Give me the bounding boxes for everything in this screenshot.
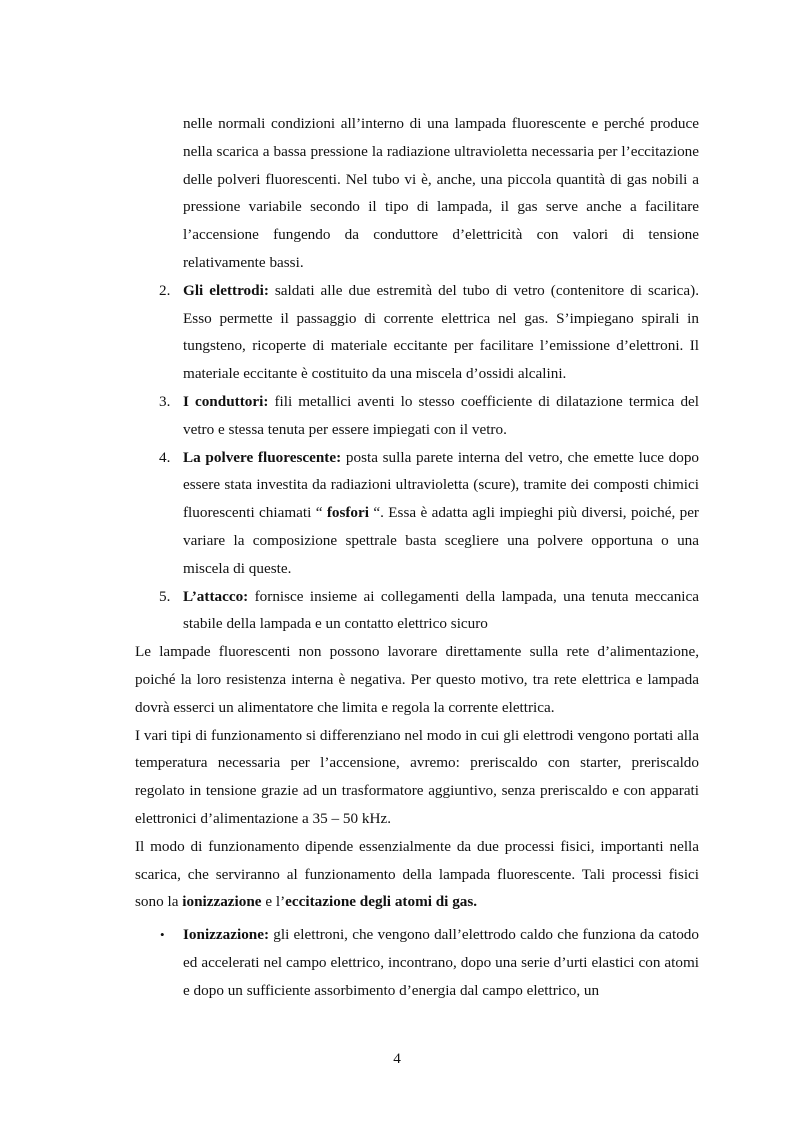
list-number: 3. bbox=[159, 392, 171, 410]
bold-term: ionizzazione bbox=[182, 893, 262, 911]
list-item-conductors bbox=[135, 388, 699, 444]
list-item-continuation: nelle normali condizioni all’interno di una lampada fluorescente e perché produce nella scarica a bassa pressione la radiazione ultravioletta necessaria per l’eccitazione delle polveri fluorescenti. Nel tubo vi è, anche, una piccola quantità di gas nobili a pressione variabile secondo il tipo di lampada, il gas serve anche a facilitare l’accensione fungendo da conduttore d’elettricità con valori di tensione relativamente bassi. bbox=[183, 115, 699, 271]
list-term: Gli elettrodi: bbox=[183, 281, 269, 299]
list-item-electrodes bbox=[135, 277, 699, 388]
bullet-item-ionization bbox=[135, 921, 699, 1004]
paragraph bbox=[135, 833, 699, 916]
list-number: 5. bbox=[159, 587, 171, 605]
list-bold-word: fosfori bbox=[326, 504, 369, 522]
list-text: saldati alle due estremità del tubo di vetro (contenitore di scarica). Esso permette il passaggio di corrente elettrica nel gas. S’impiegano spirali in tungsteno, ricoperte di materiale eccitante per facilitare l’emissione d’elettroni. Il materiale eccitante è costituito da una miscela d’ossidi alcalini. bbox=[183, 281, 699, 383]
bullet-term: Ionizzazione: bbox=[183, 926, 270, 944]
page-body bbox=[135, 110, 699, 1005]
list-item-socket bbox=[135, 583, 699, 639]
list-term: L’attacco: bbox=[183, 587, 249, 605]
paragraph-text: e l’ bbox=[261, 893, 286, 911]
list-text: fili metallici aventi lo stesso coefficiente di dilatazione termica del vetro e stessa tenuta per essere impiegati con il vetro. bbox=[183, 392, 700, 438]
list-text: fornisce insieme ai collegamenti della lampada, una tenuta meccanica stabile della lampada e un contatto elettrico sicuro bbox=[183, 587, 699, 633]
list-term: La polvere fluorescente: bbox=[183, 448, 342, 466]
list-term: I conduttori: bbox=[183, 392, 269, 410]
bullet-text: gli elettroni, che vengono dall’elettrodo caldo che funziona da catodo ed accelerati nel campo elettrico, incontrano, dopo una serie d’urti elastici con atomi e dopo un sufficiente assorbimento d’energia dal campo elettrico, un bbox=[183, 926, 699, 999]
paragraph-text: Il modo di funzionamento dipende essenzialmente da due processi fisici, importanti nella scarica, che serviranno al funzionamento della lampada fluorescente. Tali processi fisici sono la bbox=[135, 837, 699, 911]
bullet-icon: • bbox=[160, 927, 165, 943]
paragraph: I vari tipi di funzionamento si differenziano nel modo in cui gli elettrodi vengono portati alla temperatura necessaria per l’accensione, avremo: preriscaldo con starter, preriscaldo regolato in tensione grazie ad un trasformatore aggiuntivo, senza preriscaldo e con apparati elettronici d’alimentazione a 35 – 50 kHz. bbox=[135, 726, 699, 827]
list-number: 2. bbox=[159, 281, 171, 299]
list-text: posta sulla parete interna del vetro, che emette luce dopo essere stata investita da radiazioni ultravioletta (scure), tramite dei composti chimici fluorescenti chiamati “ bbox=[183, 448, 700, 522]
paragraph: Le lampade fluorescenti non possono lavorare direttamente sulla rete d’alimentazione, poiché la loro resistenza interna è negativa. Per questo motivo, tra rete elettrica e lampada dovrà esserci un alimentatore che limita e regola la corrente elettrica. bbox=[135, 643, 699, 716]
list-number: 4. bbox=[159, 448, 171, 466]
list-item-fluorescent-powder bbox=[135, 444, 699, 583]
page-number: 4 bbox=[393, 1050, 401, 1067]
list-text: “. Essa è adatta agli impieghi più diversi, poiché, per variare la composizione spettrale basta scegliere una polvere opportuna o una miscela di queste. bbox=[183, 504, 699, 577]
bold-term: eccitazione degli atomi di gas. bbox=[285, 893, 478, 911]
